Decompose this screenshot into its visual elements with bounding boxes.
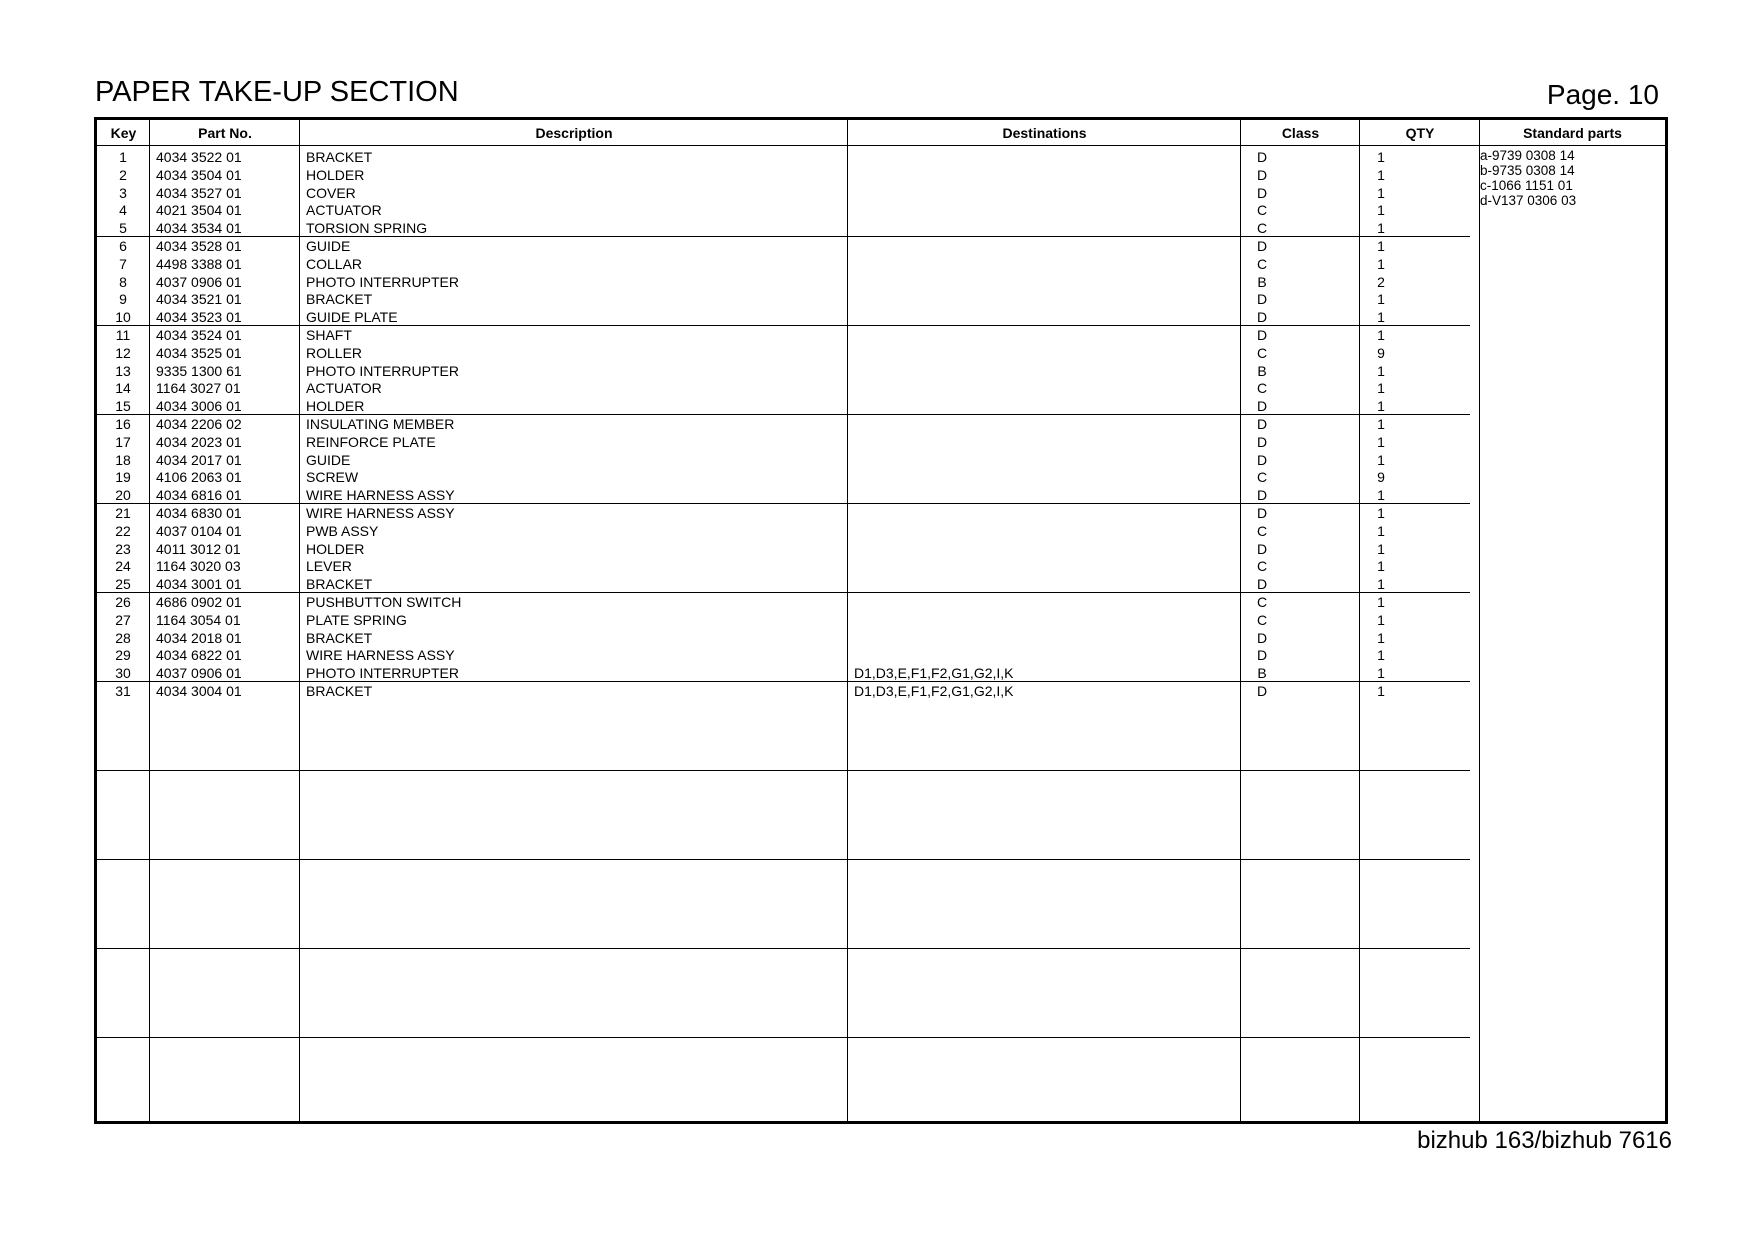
table-row xyxy=(97,344,1470,362)
table-row xyxy=(97,575,1470,593)
cell-class: D xyxy=(1256,398,1268,415)
cell-qty: 1 xyxy=(1377,522,1385,539)
cell-part-no: 4498 3388 01 xyxy=(156,255,242,272)
cell-class: D xyxy=(1256,451,1268,468)
cell-key: 24 xyxy=(115,558,131,575)
cell-key: 16 xyxy=(115,416,131,432)
cell-part-no: 4034 3504 01 xyxy=(156,166,242,183)
cell-description: WIRE HARNESS ASSY xyxy=(306,505,455,521)
table-row xyxy=(97,290,1470,308)
cell-description: HOLDER xyxy=(306,540,365,557)
cell-description: ACTUATOR xyxy=(306,202,382,219)
cell-key: 12 xyxy=(115,344,131,361)
cell-description: HOLDER xyxy=(306,166,365,183)
cell-class: D xyxy=(1256,540,1268,557)
table-row xyxy=(97,415,1470,433)
cell-key: 14 xyxy=(115,380,131,397)
cell-class: B xyxy=(1257,273,1267,290)
cell-qty: 9 xyxy=(1377,469,1385,486)
cell-class: D xyxy=(1256,166,1268,183)
cell-qty: 1 xyxy=(1377,255,1385,272)
cell-class: C xyxy=(1256,594,1268,610)
cell-qty: 1 xyxy=(1377,220,1385,237)
cell-class: C xyxy=(1256,380,1268,397)
cell-part-no: 4034 3522 01 xyxy=(156,149,242,165)
cell-description: GUIDE xyxy=(306,238,351,254)
table-row xyxy=(97,184,1470,202)
cell-destinations: D1,D3,E,F1,F2,G1,G2,I,K xyxy=(854,683,1014,699)
cell-part-no: 4034 3523 01 xyxy=(156,309,242,326)
cell-description: COLLAR xyxy=(306,255,363,272)
table-row xyxy=(97,433,1470,451)
cell-destinations: D1,D3,E,F1,F2,G1,G2,I,K xyxy=(854,665,1014,682)
cell-class: D xyxy=(1256,505,1268,521)
cell-key: 21 xyxy=(115,505,131,521)
cell-description: INSULATING MEMBER xyxy=(306,416,455,432)
cell-key: 19 xyxy=(115,469,131,486)
cell-part-no: 4034 2023 01 xyxy=(156,433,242,450)
cell-key: 4 xyxy=(119,202,127,219)
table-row xyxy=(97,682,1470,700)
cell-part-no: 4034 3527 01 xyxy=(156,184,242,201)
header-class: Class xyxy=(1281,125,1320,141)
table-row xyxy=(97,166,1470,184)
cell-qty: 1 xyxy=(1377,683,1385,699)
cell-class: C xyxy=(1256,255,1268,272)
cell-qty: 1 xyxy=(1377,611,1385,628)
cell-key: 22 xyxy=(115,522,131,539)
cell-key: 9 xyxy=(119,291,127,308)
cell-description: PWB ASSY xyxy=(306,522,379,539)
cell-qty: 1 xyxy=(1377,184,1385,201)
table-row xyxy=(97,201,1470,219)
cell-part-no: 4034 6830 01 xyxy=(156,505,242,521)
cell-qty: 1 xyxy=(1377,594,1385,610)
header-description: Description xyxy=(535,125,613,141)
cell-key: 15 xyxy=(115,398,131,415)
cell-part-no: 4011 3012 01 xyxy=(156,540,241,557)
cell-key: 2 xyxy=(119,166,127,183)
cell-key: 30 xyxy=(115,665,131,682)
cell-key: 29 xyxy=(115,647,131,664)
standard-parts-list xyxy=(1480,148,1660,208)
group-divider xyxy=(97,948,1470,949)
table-row xyxy=(97,237,1470,255)
group-divider xyxy=(97,770,1470,771)
cell-qty: 1 xyxy=(1377,291,1385,308)
cell-description: SHAFT xyxy=(306,327,352,343)
cell-key: 7 xyxy=(119,255,127,272)
cell-description: PUSHBUTTON SWITCH xyxy=(306,594,462,610)
table-row xyxy=(97,593,1470,611)
cell-description: ROLLER xyxy=(306,344,363,361)
parts-table xyxy=(94,117,1668,1124)
cell-description: GUIDE PLATE xyxy=(306,309,398,326)
cell-part-no: 4034 2018 01 xyxy=(156,629,242,646)
cell-class: C xyxy=(1256,558,1268,575)
cell-qty: 1 xyxy=(1377,647,1385,664)
cell-class: D xyxy=(1256,149,1268,165)
group-divider xyxy=(97,859,1470,860)
table-row xyxy=(97,397,1470,415)
cell-key: 17 xyxy=(115,433,131,450)
table-row xyxy=(97,486,1470,504)
table-row xyxy=(97,522,1470,540)
cell-part-no: 4034 6822 01 xyxy=(156,647,242,664)
table-row xyxy=(97,504,1470,522)
header-destinations: Destinations xyxy=(1002,125,1087,141)
table-row xyxy=(97,148,1470,166)
cell-class: D xyxy=(1256,416,1268,432)
cell-qty: 9 xyxy=(1377,344,1385,361)
cell-qty: 1 xyxy=(1377,149,1385,165)
cell-description: PHOTO INTERRUPTER xyxy=(306,273,459,290)
table-row xyxy=(97,611,1470,629)
cell-description: TORSION SPRING xyxy=(306,220,428,237)
cell-part-no: 4034 3006 01 xyxy=(156,398,242,415)
cell-part-no: 4037 0104 01 xyxy=(156,522,242,539)
cell-part-no: 4106 2063 01 xyxy=(156,469,242,486)
cell-part-no: 1164 3020 03 xyxy=(156,558,241,575)
cell-class: B xyxy=(1257,665,1267,682)
cell-class: C xyxy=(1256,220,1268,237)
table-row xyxy=(97,540,1470,558)
cell-part-no: 9335 1300 61 xyxy=(156,362,242,379)
table-row xyxy=(97,468,1470,486)
cell-class: D xyxy=(1256,291,1268,308)
cell-class: D xyxy=(1256,327,1268,343)
cell-key: 20 xyxy=(115,487,131,504)
cell-description: WIRE HARNESS ASSY xyxy=(306,487,455,504)
cell-part-no: 4034 3528 01 xyxy=(156,238,242,254)
cell-qty: 1 xyxy=(1377,166,1385,183)
cell-description: REINFORCE PLATE xyxy=(306,433,436,450)
table-row xyxy=(97,255,1470,273)
cell-class: D xyxy=(1256,647,1268,664)
cell-class: D xyxy=(1256,184,1268,201)
table-row xyxy=(97,362,1470,380)
cell-key: 11 xyxy=(115,327,131,343)
cell-key: 25 xyxy=(115,576,131,593)
cell-class: C xyxy=(1256,611,1268,628)
group-divider xyxy=(97,1037,1470,1038)
page-number: Page. 10 xyxy=(1546,79,1659,110)
cell-qty: 1 xyxy=(1377,558,1385,575)
cell-qty: 1 xyxy=(1377,665,1385,682)
standard-part-item: c-1066 1151 01 xyxy=(1480,178,1573,193)
cell-part-no: 4034 3534 01 xyxy=(156,220,242,237)
cell-part-no: 1164 3027 01 xyxy=(156,380,241,397)
cell-key: 8 xyxy=(119,273,127,290)
cell-part-no: 1164 3054 01 xyxy=(156,611,241,628)
cell-key: 6 xyxy=(119,238,127,254)
header-qty: QTY xyxy=(1405,125,1435,141)
cell-qty: 1 xyxy=(1377,540,1385,557)
cell-qty: 1 xyxy=(1377,362,1385,379)
cell-qty: 1 xyxy=(1377,309,1385,326)
page-title: PAPER TAKE-UP SECTION xyxy=(95,76,459,108)
cell-description: BRACKET xyxy=(306,629,373,646)
cell-description: SCREW xyxy=(306,469,359,486)
cell-class: D xyxy=(1256,576,1268,593)
table-row xyxy=(97,451,1470,469)
table-row xyxy=(97,379,1470,397)
cell-description: GUIDE xyxy=(306,451,351,468)
table-row xyxy=(97,557,1470,575)
table-row xyxy=(97,629,1470,647)
cell-qty: 1 xyxy=(1377,327,1385,343)
cell-qty: 1 xyxy=(1377,451,1385,468)
cell-part-no: 4037 0906 01 xyxy=(156,273,242,290)
cell-part-no: 4034 3524 01 xyxy=(156,327,242,343)
cell-description: BRACKET xyxy=(306,149,373,165)
cell-key: 1 xyxy=(119,149,127,165)
cell-description: HOLDER xyxy=(306,398,365,415)
cell-key: 31 xyxy=(115,683,131,699)
cell-key: 26 xyxy=(115,594,131,610)
cell-description: BRACKET xyxy=(306,683,373,699)
cell-qty: 2 xyxy=(1377,273,1385,290)
model-name: bizhub 163/bizhub 7616 xyxy=(1417,1127,1672,1154)
standard-part-item: d-V137 0306 03 xyxy=(1480,193,1577,208)
cell-class: B xyxy=(1257,362,1267,379)
table-row xyxy=(97,646,1470,664)
cell-part-no: 4034 3521 01 xyxy=(156,291,242,308)
cell-class: D xyxy=(1256,487,1268,504)
cell-description: WIRE HARNESS ASSY xyxy=(306,647,455,664)
cell-class: D xyxy=(1256,629,1268,646)
cell-part-no: 4034 6816 01 xyxy=(156,487,242,504)
cell-key: 5 xyxy=(119,220,127,237)
cell-description: ACTUATOR xyxy=(306,380,382,397)
cell-part-no: 4686 0902 01 xyxy=(156,594,242,610)
cell-key: 10 xyxy=(115,309,131,326)
cell-class: D xyxy=(1256,238,1268,254)
cell-qty: 1 xyxy=(1377,629,1385,646)
cell-class: C xyxy=(1256,469,1268,486)
cell-class: D xyxy=(1256,683,1268,699)
cell-part-no: 4034 2017 01 xyxy=(156,451,242,468)
cell-description: COVER xyxy=(306,184,356,201)
cell-description: PHOTO INTERRUPTER xyxy=(306,362,459,379)
cell-key: 27 xyxy=(115,611,131,628)
table-row xyxy=(97,664,1470,682)
cell-key: 23 xyxy=(115,540,131,557)
table-row xyxy=(97,326,1470,344)
cell-class: D xyxy=(1256,309,1268,326)
table-header xyxy=(97,120,1665,146)
cell-key: 3 xyxy=(119,184,127,201)
table-row xyxy=(97,273,1470,291)
header-standard-parts: Standard parts xyxy=(1523,125,1622,141)
cell-key: 13 xyxy=(115,362,131,379)
cell-class: C xyxy=(1256,344,1268,361)
table-row xyxy=(97,308,1470,326)
cell-qty: 1 xyxy=(1377,433,1385,450)
cell-key: 28 xyxy=(115,629,131,646)
cell-part-no: 4034 2206 02 xyxy=(156,416,242,432)
standard-part-item: b-9735 0308 14 xyxy=(1480,163,1575,178)
cell-description: LEVER xyxy=(306,558,352,575)
cell-description: PLATE SPRING xyxy=(306,611,407,628)
cell-class: C xyxy=(1256,202,1268,219)
cell-qty: 1 xyxy=(1377,398,1385,415)
cell-qty: 1 xyxy=(1377,380,1385,397)
cell-part-no: 4034 3525 01 xyxy=(156,344,242,361)
cell-qty: 1 xyxy=(1377,505,1385,521)
cell-description: BRACKET xyxy=(306,576,373,593)
cell-qty: 1 xyxy=(1377,202,1385,219)
header-part-no: Part No. xyxy=(198,125,252,141)
standard-part-item: a-9739 0308 14 xyxy=(1480,148,1575,163)
cell-part-no: 4037 0906 01 xyxy=(156,665,242,682)
header-key: Key xyxy=(110,125,137,141)
cell-qty: 1 xyxy=(1377,238,1385,254)
cell-key: 18 xyxy=(115,451,131,468)
cell-class: C xyxy=(1256,522,1268,539)
cell-description: BRACKET xyxy=(306,291,373,308)
cell-qty: 1 xyxy=(1377,416,1385,432)
cell-part-no: 4034 3004 01 xyxy=(156,683,242,699)
cell-class: D xyxy=(1256,433,1268,450)
cell-part-no: 4034 3001 01 xyxy=(156,576,242,593)
cell-part-no: 4021 3504 01 xyxy=(156,202,242,219)
table-row xyxy=(97,219,1470,237)
cell-qty: 1 xyxy=(1377,576,1385,593)
cell-description: PHOTO INTERRUPTER xyxy=(306,665,459,682)
cell-qty: 1 xyxy=(1377,487,1385,504)
